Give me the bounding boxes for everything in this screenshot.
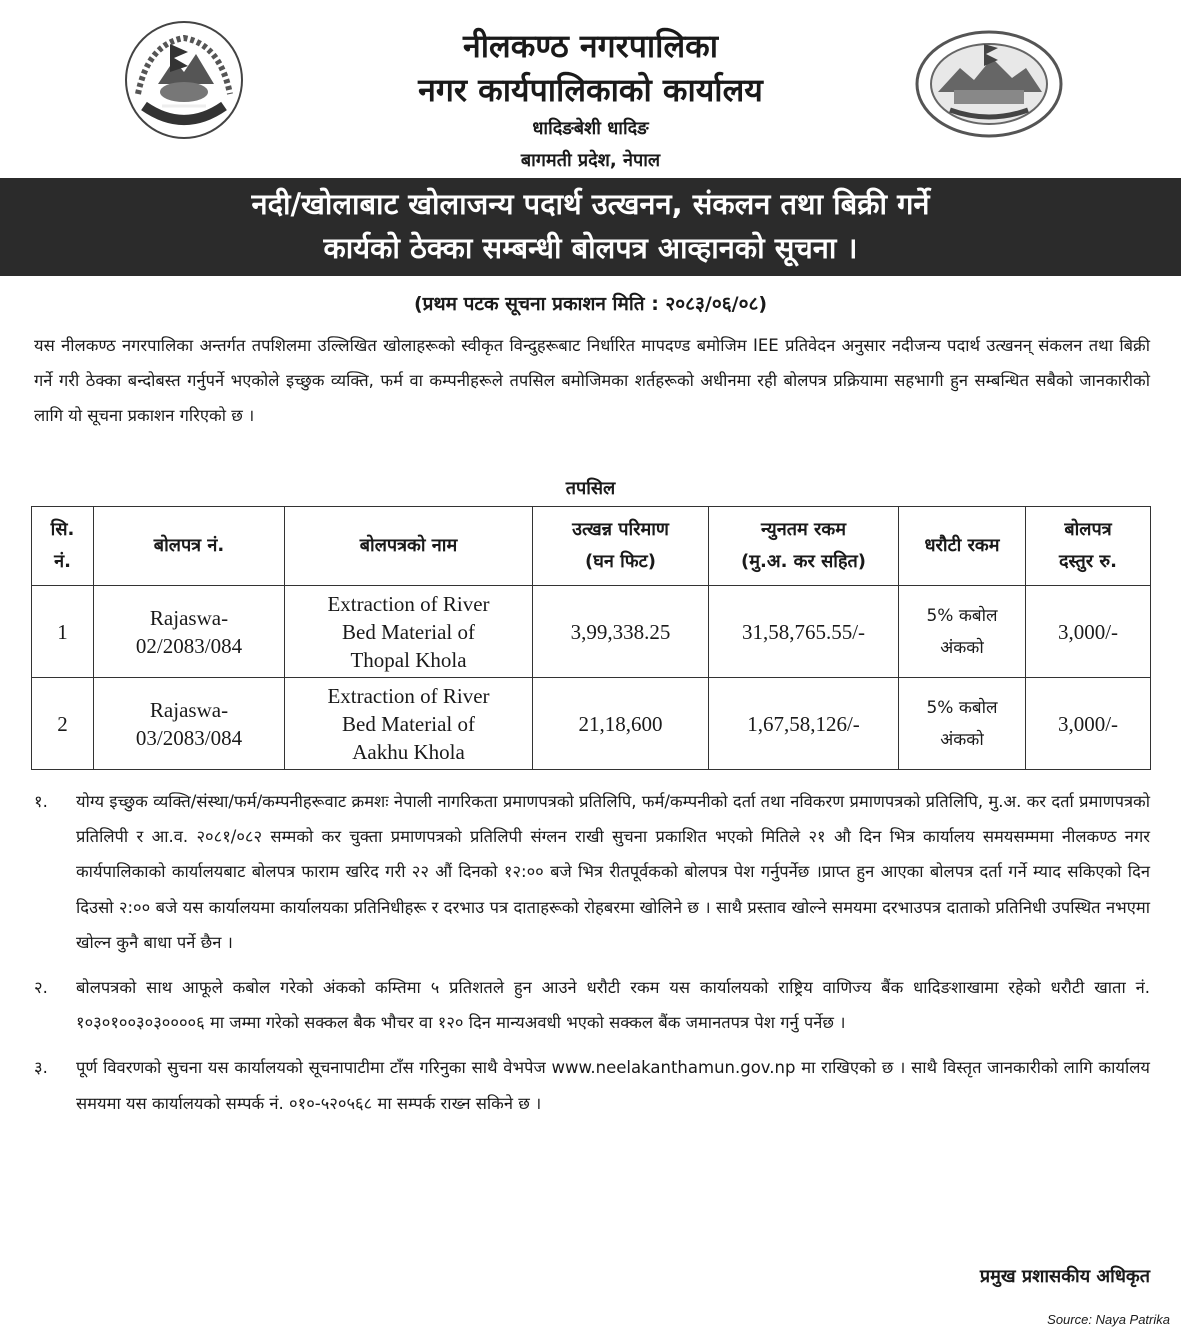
bid-number-line-2: 03/2083/084: [135, 725, 243, 750]
intro-paragraph: यस नीलकण्ठ नगरपालिका अन्तर्गत तपशिलमा उल्लिखित खोलाहरूको स्वीकृत विन्दुहरूबाट निर्धारित मापदण्ड बमोजिम IEE प्रतिवेदन अनुसार नदीजन्य पदार्थ उत्खनन् संकलन तथा बिक्री गर्ने गरी ठेक्का बन्दोबस्त गर्नुपर्ने भएकोले इच्छुक व्यक्ति, फर्म वा कम्पनीहरूले तपसिल बमोजिमका शर्तहरूको अधीनमा रही बोलपत्र प्रक्रियामा सहभागी हुन सम्बन्धित सबैको जानकारीको लागि यो सूचना प्रकाशन गरिएको छ ।: [34, 336, 1150, 425]
bid-name-line-1: Extraction of River: [327, 683, 490, 708]
deposit-line-2: अंकको: [940, 729, 984, 750]
header-serial-line-1: सि.: [50, 519, 75, 540]
header-minimum-amount: [709, 507, 899, 586]
header-quantity-line-1: उत्खन्न परिमाण: [572, 519, 669, 540]
office-province: बागमती प्रदेश, नेपाल: [520, 150, 661, 171]
condition-number: ३.: [34, 1058, 48, 1078]
cell-bid-fee: 3,000/-: [1026, 586, 1151, 678]
bid-number-line-1: Rajaswa-: [149, 605, 229, 630]
cell-quantity: 21,18,600: [533, 678, 709, 770]
cell-deposit: [899, 678, 1026, 770]
notice-title-line-1: नदी/खोलाबाट खोलाजन्य पदार्थ उत्खनन, संकलन तथा बिक्री गर्ने: [251, 187, 930, 221]
publication-date: (प्रथम पटक सूचना प्रकाशन मिति : २०८३/०६/०८): [413, 293, 768, 315]
header-bid-number: बोलपत्र नं.: [94, 507, 285, 586]
table-header-row: [32, 507, 1151, 586]
bid-name-line-3: Thopal Khola: [350, 647, 467, 672]
header-bid-fee: [1026, 507, 1151, 586]
cell-serial: 1: [32, 586, 94, 678]
header-minimum-line-2: (मु.अ. कर सहित): [740, 551, 866, 572]
signatory-title: प्रमुख प्रशासकीय अधिकृत: [979, 1266, 1150, 1287]
table-caption: तपसिल: [565, 478, 616, 499]
office-name: नगर कार्यपालिकाको कार्यालय: [418, 71, 763, 109]
cell-bid-name: [285, 586, 533, 678]
condition-item: [34, 970, 1150, 1040]
office-address: धादिङबेशी धादिङ: [532, 118, 649, 139]
cell-quantity: 3,99,338.25: [533, 586, 709, 678]
notice-title-line-2: कार्यको ठेक्का सम्बन्धी बोलपत्र आव्हानको सूचना ।: [323, 231, 858, 265]
header-bid-name: बोलपत्रको नाम: [285, 507, 533, 586]
condition-item: [34, 784, 1150, 960]
cell-serial: 2: [32, 678, 94, 770]
condition-text: पूर्ण विवरणको सुचना यस कार्यालयको सूचनापाटीमा टाँस गरिनुका साथै वेभपेज www.neelakanthamun.gov.np मा राखिएको छ । साथै विस्तृत जानकारीको लागि कार्यालय समयमा यस कार्यालयको सम्पर्क नं. ०१०-५२०५६८ मा सम्पर्क राख्न सकिने छ ।: [76, 1058, 1150, 1113]
bid-name-line-2: Bed Material of: [342, 711, 475, 736]
bid-name-line-2: Bed Material of: [342, 619, 475, 644]
cell-minimum-amount: 31,58,765.55/-: [709, 586, 899, 678]
cell-deposit: [899, 586, 1026, 678]
bid-name-line-3: Aakhu Khola: [352, 739, 465, 764]
condition-text: बोलपत्रको साथ आफूले कबोल गरेको अंकको कम्तिमा ५ प्रतिशतले हुन आउने धरौटी रकम यस कार्यालयको राष्ट्रिय वाणिज्य बैंक धादिङशाखामा रहेको धरौटी खाता नं. १०३०१००३०३००००६ मा जम्मा गरेको सक्कल बैक भौचर वा १२० दिन मान्यअवधी भएको सक्कल बैंक जमानतपत्र पेश गर्नु पर्नेछ ।: [76, 978, 1150, 1033]
condition-number: १.: [34, 792, 48, 811]
bid-schedule-table: [31, 506, 1151, 770]
deposit-line-1: 5% कबोल: [926, 605, 998, 626]
header-deposit: धरौटी रकम: [899, 507, 1026, 586]
bid-number-line-2: 02/2083/084: [135, 633, 243, 658]
cell-bid-name: [285, 678, 533, 770]
cell-bid-number: [94, 586, 285, 678]
deposit-line-1: 5% कबोल: [926, 697, 998, 718]
table-row: [32, 586, 1151, 678]
condition-text: योग्य इच्छुक व्यक्ति/संस्था/फर्म/कम्पनीहरूवाट क्रमशः नेपाली नागरिकता प्रमाणपत्रको प्रतिलिपि, फर्म/कम्पनीको दर्ता तथा नविकरण प्रमाणपत्रको प्रतिलिपि, मु.अ. कर दर्ता प्रमाणपत्रको प्रतिलिपी र आ.व. २०८१/०८२ सम्मको कर चुक्ता प्रमाणपत्रको प्रतिलिपी संग्लन राखी सुचना प्रकाशित भएको मितिले २१ औ दिन भित्र कार्यालय समयसम्ममा नीलकण्ठ नगर कार्यपालिकाको कार्यालयबाट बोलपत्र फाराम खरिद गरी २२ औं दिनको १२:०० बजे भित्र रीतपूर्वकको बोलपत्र पेश गर्नुपर्नेछ ।प्राप्त हुन आएका बोलपत्र दर्ता गर्ने म्याद सकिएको दिन दिउसो २:०० बजे यस कार्यालयमा कार्यालयका प्रतिनिधीहरू र दरभाउ पत्र दाताहरूको रोहबरमा खोलिने छ । साथै प्रस्ताव खोल्ने समयमा दरभाउपत्र दाताको प्रतिनिधी उपस्थित नभएमा खोल्न कुनै बाधा पर्ने छैन ।: [76, 792, 1150, 952]
conditions-list: [34, 784, 1150, 1121]
header-quantity: [533, 507, 709, 586]
header-serial-number: [32, 507, 94, 586]
cell-bid-fee: 3,000/-: [1026, 678, 1151, 770]
letterhead: [0, 0, 1181, 178]
municipality-name: नीलकण्ठ नगरपालिका: [462, 27, 719, 65]
header-fee-line-2: दस्तुर रु.: [1058, 551, 1118, 572]
header-minimum-line-1: न्युनतम रकम: [761, 519, 846, 540]
cell-bid-number: [94, 678, 285, 770]
source-credit: Source: Naya Patrika: [1047, 1312, 1170, 1327]
condition-item: [34, 1050, 1150, 1120]
condition-number: २.: [34, 978, 48, 998]
header-serial-line-2: नं.: [54, 551, 71, 572]
deposit-line-2: अंकको: [940, 637, 984, 658]
bid-number-line-1: Rajaswa-: [149, 697, 229, 722]
bid-name-line-1: Extraction of River: [327, 591, 490, 616]
notice-title-banner: [0, 178, 1181, 276]
header-fee-line-1: बोलपत्र: [1064, 519, 1112, 540]
header-quantity-line-2: (घन फिट): [585, 551, 656, 572]
table-row: [32, 678, 1151, 770]
cell-minimum-amount: 1,67,58,126/-: [709, 678, 899, 770]
